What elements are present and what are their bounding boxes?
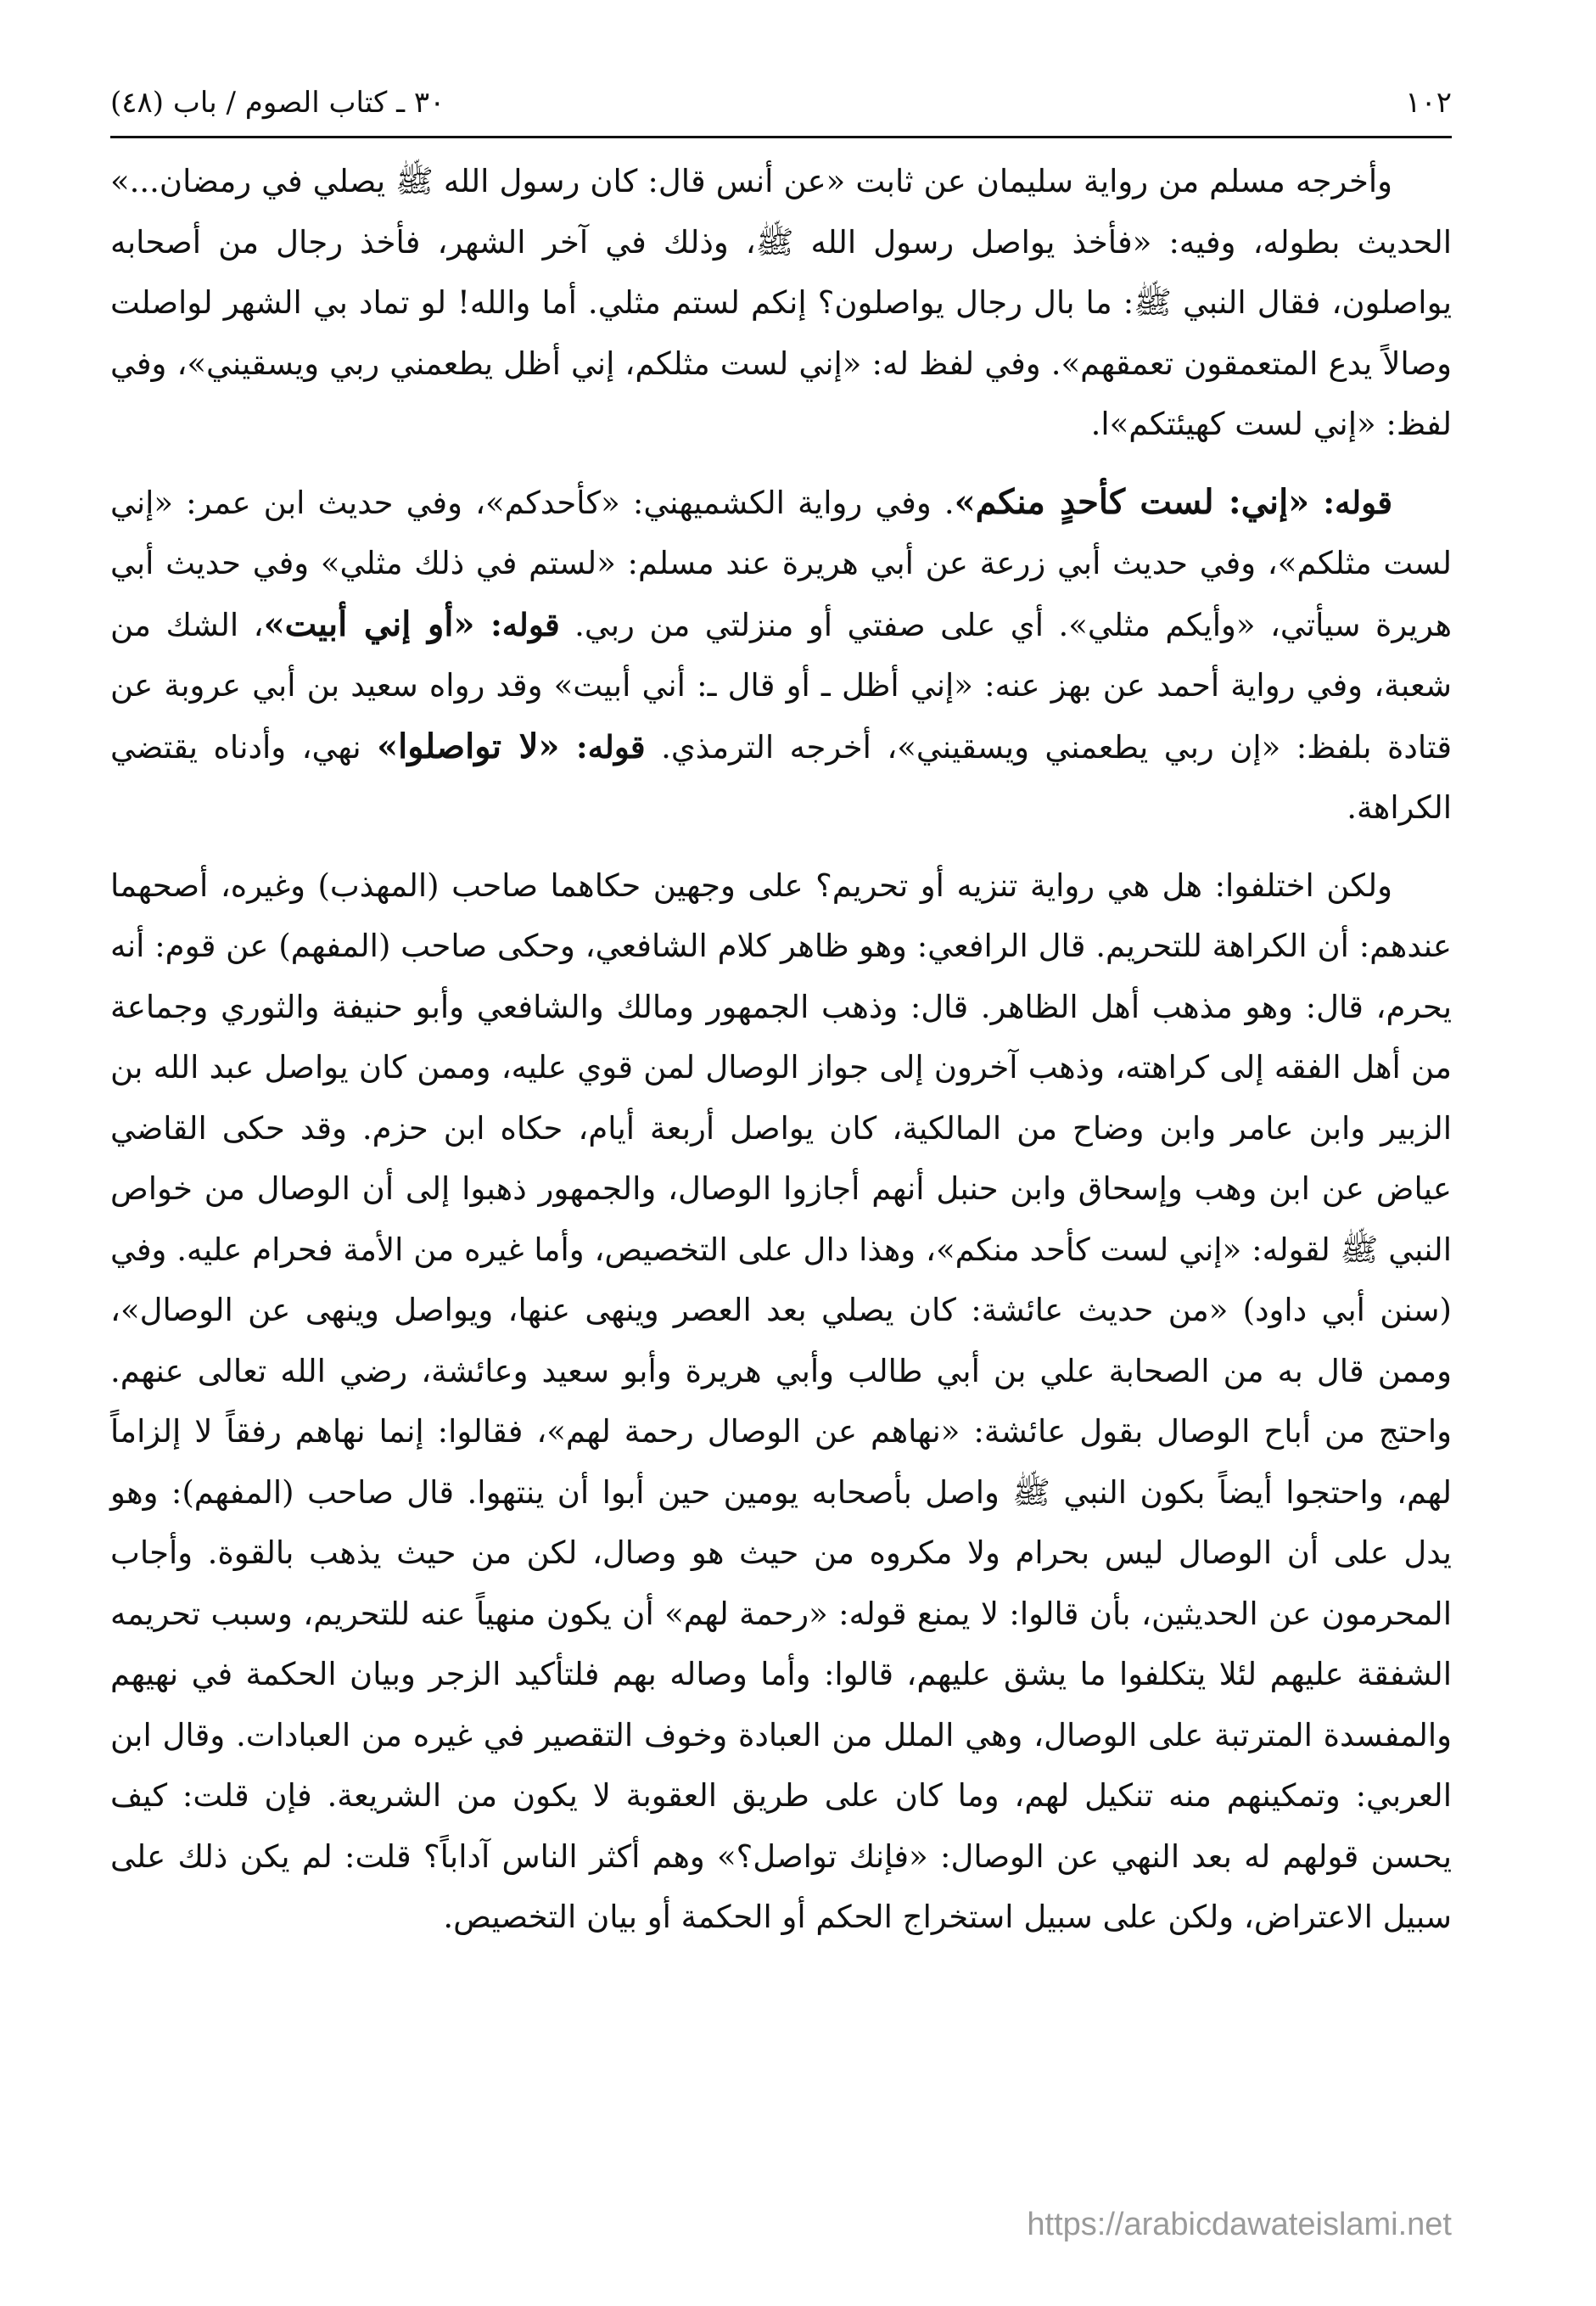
quoted-phrase: «أو إني أبيت» [263, 603, 475, 644]
watermark-url: https://arabicdawateislami.net [1027, 2207, 1452, 2242]
paragraph-3: ولكن اختلفوا: هل هي رواية تنزيه أو تحريم؟ على وجهين حكاهما صاحب (المهذب) وغيره، أصحهما عندهم: أن الكراهة للتحريم. قال الرافعي: وهو ظاهر كلام الشافعي، وحكى صاحب (المفهم) عن قوم: أنه يحرم، قال: وهو مذهب أهل الظاهر. قال: وذهب الجمهور ومالك والشافعي وأبو حنيفة والثوري وجماعة من أهل الفقه إلى كراهته، وذهب آخرون إلى جواز الوصال لمن قوي عليه، وممن كان يواصل عبد الله بن الزبير وابن عامر وابن وضاح من المالكية، كان يواصل أربعة أيام، حكاه ابن حزم. وقد حكى القاضي عياض عن ابن وهب وإسحاق وابن حنبل أنهم أجازوا الوصال، والجمهور ذهبوا إلى أن الوصال من خواص النبي ﷺ لقوله: «إني لست كأحد منكم»، وهذا دال على التخصيص، وأما غيره من الأمة فحرام عليه. وفي (سنن أبي داود) «من حديث عائشة: كان يصلي بعد العصر وينهى عنها، ويواصل وينهى عن الوصال»، وممن قال به من الصحابة علي بن أبي طالب وأبي هريرة وأبو سعيد وعائشة، رضي الله تعالى عنهم. واحتج من أباح الوصال بقول عائشة: «نهاهم عن الوصال رحمة لهم»، فقالوا: إنما نهاهم رفقاً لا إلزاماً لهم، واحتجوا أيضاً بكون النبي ﷺ واصل بأصحابه يومين حين أبوا أن ينتهوا. قال صاحب (المفهم): وهو يدل على أن الوصال ليس بحرام ولا مكروه من حيث هو وصال، لكن من حيث يذهب بالقوة. وأجاب المحرمون عن الحديثين، بأن قالوا: لا يمنع قوله: «رحمة لهم» أن يكون منهياً عنه للتحريم، وسبب تحريمه الشفقة عليهم لئلا يتكلفوا ما يشق عليهم، قالوا: وأما وصاله بهم فلتأكيد الزجر وبيان الحكمة في نهيهم والمفسدة المترتبة على الوصال، وهي الملل من العبادة وخوف التقصير في غيره من العبادات. وقال ابن العربي: وتمكينهم منه تنكيل لهم، وما كان على طريق العقوبة لا يكون من الشريعة. فإن قلت: كيف يحسن قولهم له بعد النهي عن الوصال: «فإنك تواصل؟» وهم أكثر الناس آداباً؟ قلت: لم يكن ذلك على سبيل الاعتراض، ولكن على سبيل استخراج الحكم أو الحكمة أو بيان التخصيص. [110, 867, 1452, 1935]
page-number: ١٠٢ [1405, 86, 1452, 120]
text-segment: نهي، وأدناه يقتضي الكراهة. [110, 728, 1452, 826]
chapter-title: ٣٠ ـ كتاب الصوم / باب (٤٨) [110, 86, 445, 120]
term-qawluh: قوله: [1309, 483, 1393, 521]
term-qawluh: قوله: [474, 605, 560, 643]
term-qawluh: قوله: [559, 727, 646, 766]
paragraph-2 [110, 472, 1452, 839]
main-text [110, 151, 1452, 1948]
running-header [110, 75, 1452, 131]
paragraph-1: وأخرجه مسلم من رواية سليمان عن ثابت «عن أنس قال: كان رسول الله ﷺ يصلي في رمضان...» الحديث بطوله، وفيه: «فأخذ يواصل رسول الله ﷺ، وذلك في آخر الشهر، فأخذ رجال من أصحابه يواصلون، فقال النبي ﷺ: ما بال رجال يواصلون؟ إنكم لستم مثلي. أما والله! لو تماد بي الشهر لواصلت وصالاً يدع المتعمقون تعمقهم». وفي لفظ له: «إني لست مثلكم، إني أظل يطعمني ربي ويسقيني»، وفي لفظ: «إني لست كهيئتكم»ا. [110, 163, 1452, 442]
text-segment: ، الشك من شعبة، وفي رواية أحمد عن بهز عنه: «إني أظل ـ أو قال ـ: أني أبيت» وقد رواه سعيد بن أبي عروبة عن قتادة بلفظ: «إن ربي يطعمني ويسقيني»، أخرجه الترمذي. [110, 606, 1453, 766]
quoted-phrase: «لا تواصلوا» [377, 726, 560, 766]
header-divider [110, 136, 1452, 138]
quoted-phrase: «إني: لست كأحدٍ منكم» [954, 481, 1310, 522]
text-segment: . وفي رواية الكشميهني: «كأحدكم»، وفي حديث ابن عمر: «إني لست مثلكم»، وفي حديث أبي زرعة عن أبي هريرة عند مسلم: «لستم في ذلك مثلي» وفي حديث أبي هريرة سيأتي، «وأيكم مثلي». أي على صفتي أو منزلتي من ربي. [110, 484, 1453, 643]
